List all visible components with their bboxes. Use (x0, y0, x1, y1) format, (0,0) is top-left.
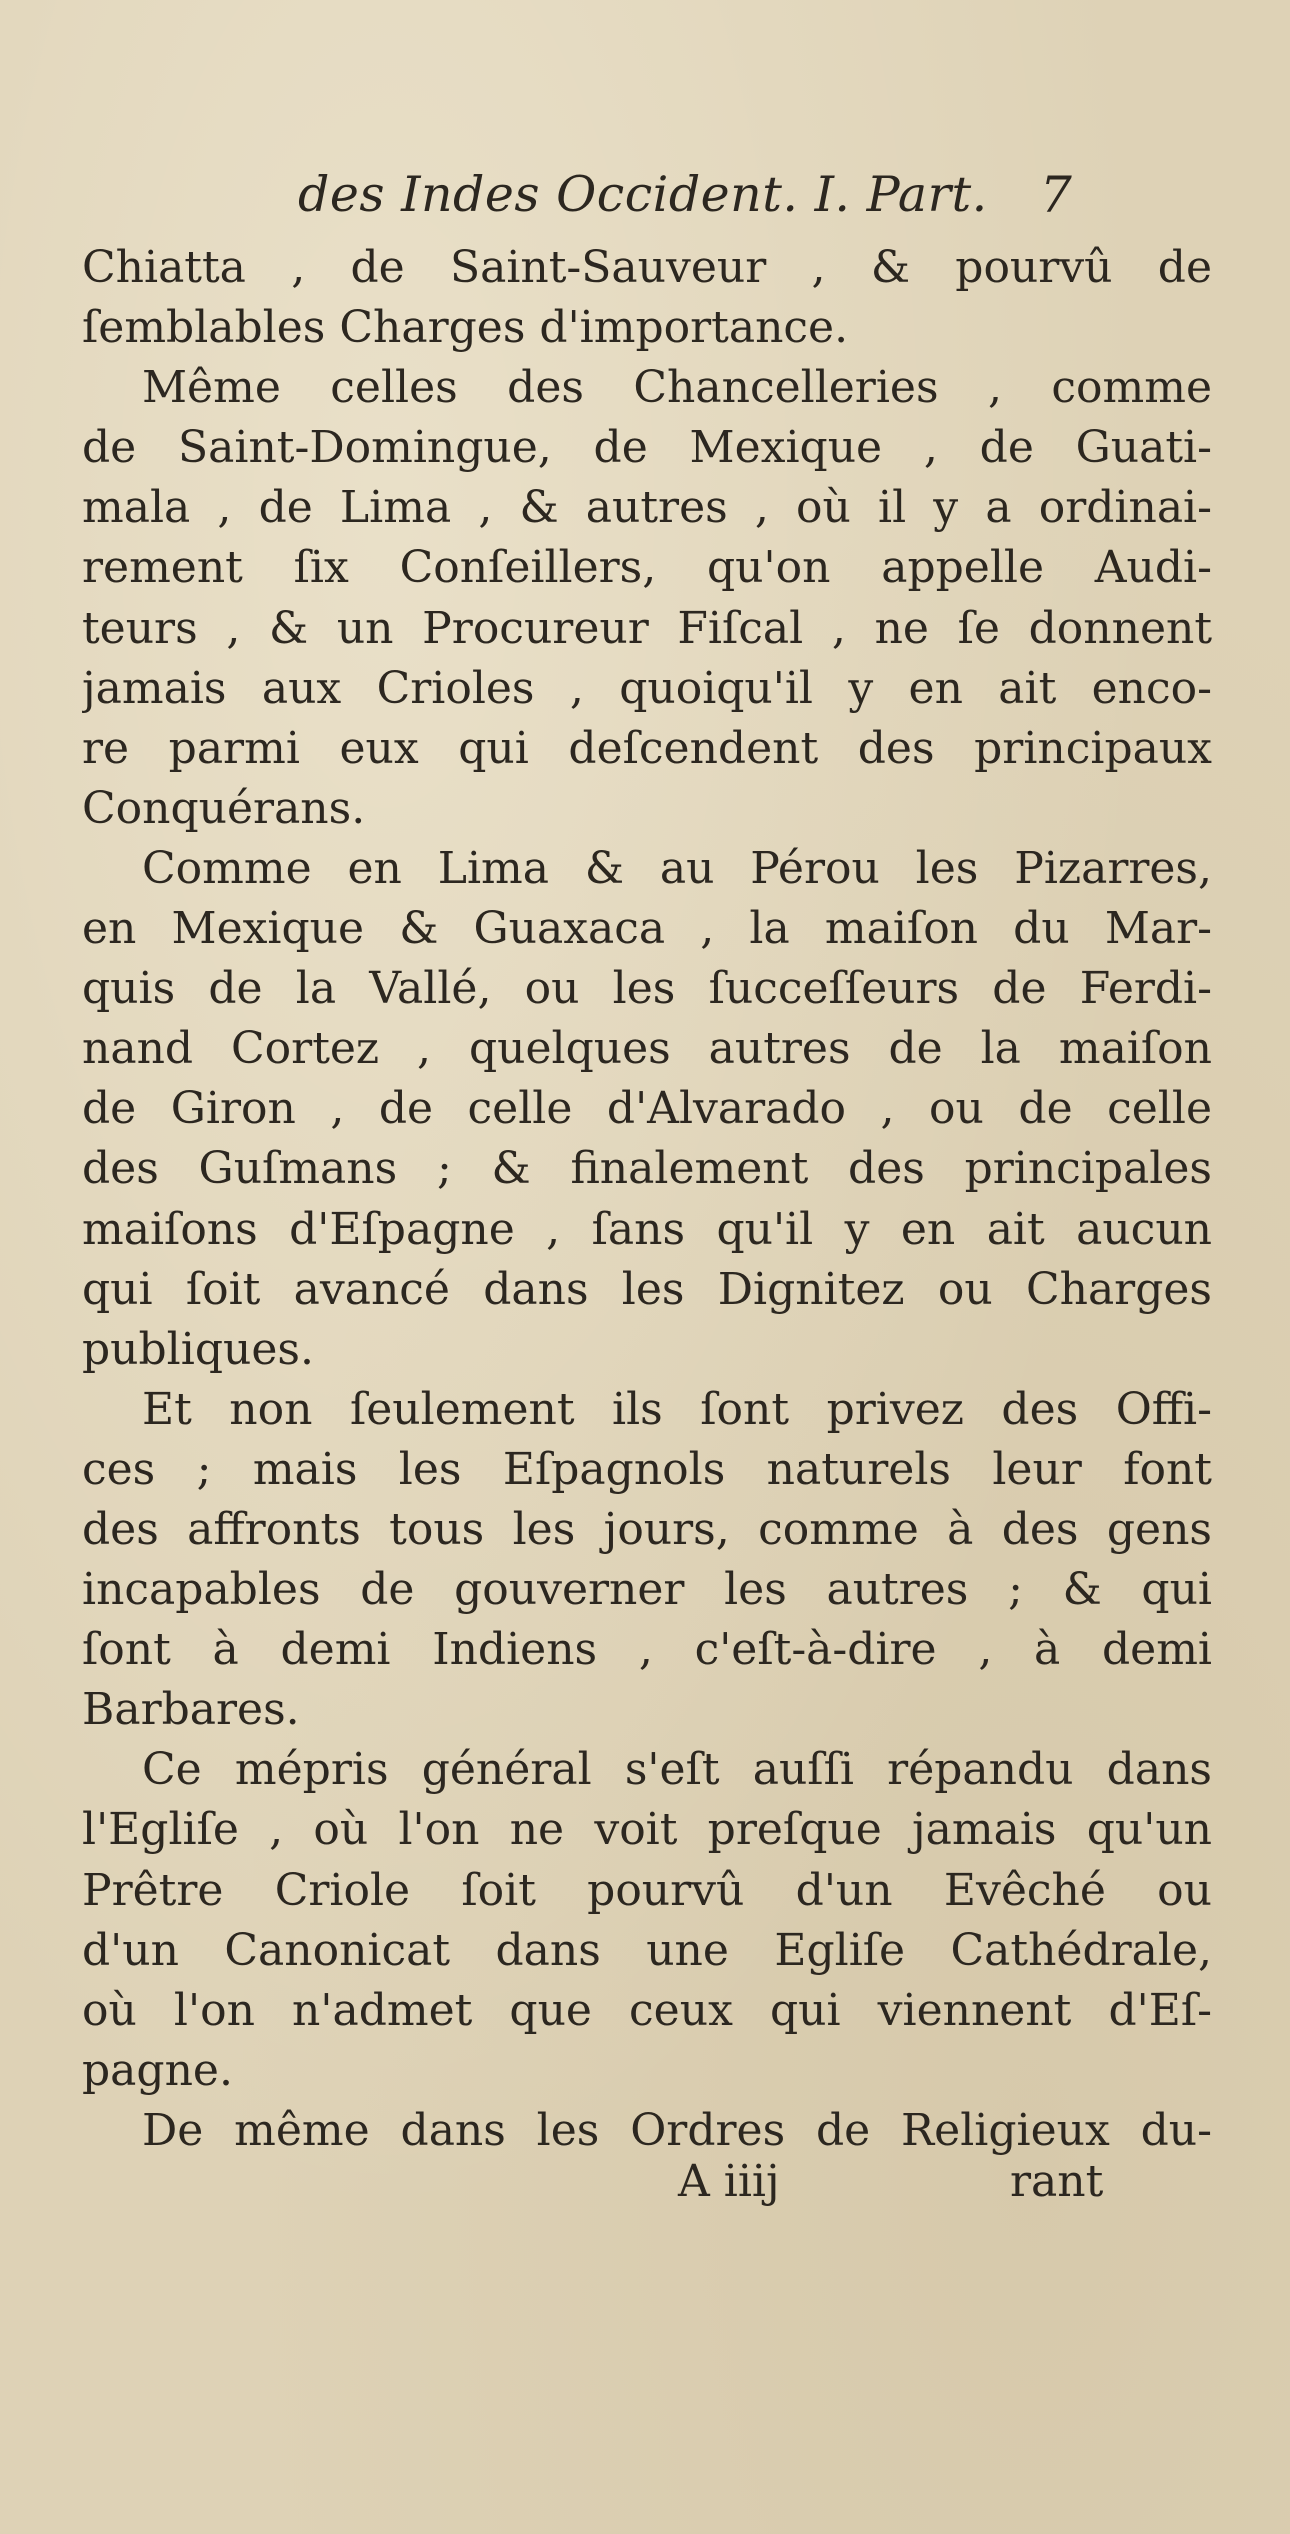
text-line: Et non ſeulement ils ſont privez des Offi- (142, 1383, 1212, 1435)
text-line: Ce mépris général s'eſt auſſi répandu dans (142, 1744, 1212, 1796)
text-line: maiſons d'Eſpagne , ſans qu'il y en ait aucun (82, 1203, 1212, 1255)
text-line: ces ; mais les Eſpagnols naturels leur font (82, 1443, 1212, 1495)
text-line: d'un Canonicat dans une Egliſe Cathédrale, (82, 1924, 1212, 1976)
text-line: nand Cortez , quelques autres de la maiſon (82, 1023, 1212, 1075)
text-line: ſemblables Charges d'importance. (82, 302, 849, 354)
text-line: pagne. (82, 2044, 233, 2096)
text-line: de Saint-Domingue, de Mexique , de Guati- (82, 422, 1212, 474)
running-head (0, 166, 1290, 236)
page-footer (0, 2156, 1290, 2216)
text-line: rement ſix Conſeillers, qu'on appelle Audi- (82, 542, 1212, 594)
catchword: rant (1010, 2156, 1104, 2207)
text-line: Conquérans. (82, 782, 366, 834)
text-line: des Guſmans ; & finalement des principales (82, 1143, 1212, 1195)
body-text (82, 238, 1212, 2161)
text-line: ſont à demi Indiens , c'eſt-à-dire , à demi (82, 1624, 1212, 1676)
text-line: re parmi eux qui deſcendent des principaux (82, 722, 1212, 774)
text-line: des affronts tous les jours, comme à des gens (82, 1503, 1212, 1555)
text-line: Barbares. (82, 1684, 300, 1736)
text-line: teurs , & un Procureur Fiſcal , ne ſe donnent (82, 602, 1212, 654)
text-line: jamais aux Crioles , quoiqu'il y en ait enco- (82, 662, 1212, 714)
text-line: incapables de gouverner les autres ; & qui (82, 1564, 1212, 1616)
signature-mark: A iiij (678, 2156, 780, 2207)
text-line: quis de la Vallé, ou les ſucceſſeurs de Ferdi- (82, 963, 1212, 1015)
text-line: Même celles des Chancelleries , comme (142, 362, 1212, 414)
text-line: Chiatta , de Saint-Sauveur , & pourvû de (82, 242, 1212, 293)
text-line: De même dans les Ordres de Religieux du- (142, 2104, 1212, 2156)
text-line: publiques. (82, 1323, 314, 1375)
page-number: 7 (1040, 166, 1072, 224)
text-line: qui ſoit avancé dans les Dignitez ou Charges (82, 1263, 1212, 1315)
text-line: Comme en Lima & au Pérou les Pizarres, (142, 842, 1212, 894)
text-line: de Giron , de celle d'Alvarado , ou de celle (82, 1083, 1212, 1135)
text-line: mala , de Lima , & autres , où il y a ordinai- (82, 482, 1212, 534)
text-line: où l'on n'admet que ceux qui viennent d'Eſ- (82, 1984, 1212, 2036)
running-title: des Indes Occident. I. Part. (298, 166, 988, 223)
text-line: Prêtre Criole ſoit pourvû d'un Evêché ou (82, 1864, 1212, 1916)
text-line: en Mexique & Guaxaca , la maiſon du Mar- (82, 903, 1212, 955)
text-line: l'Egliſe , où l'on ne voit preſque jamais qu'un (82, 1804, 1212, 1856)
